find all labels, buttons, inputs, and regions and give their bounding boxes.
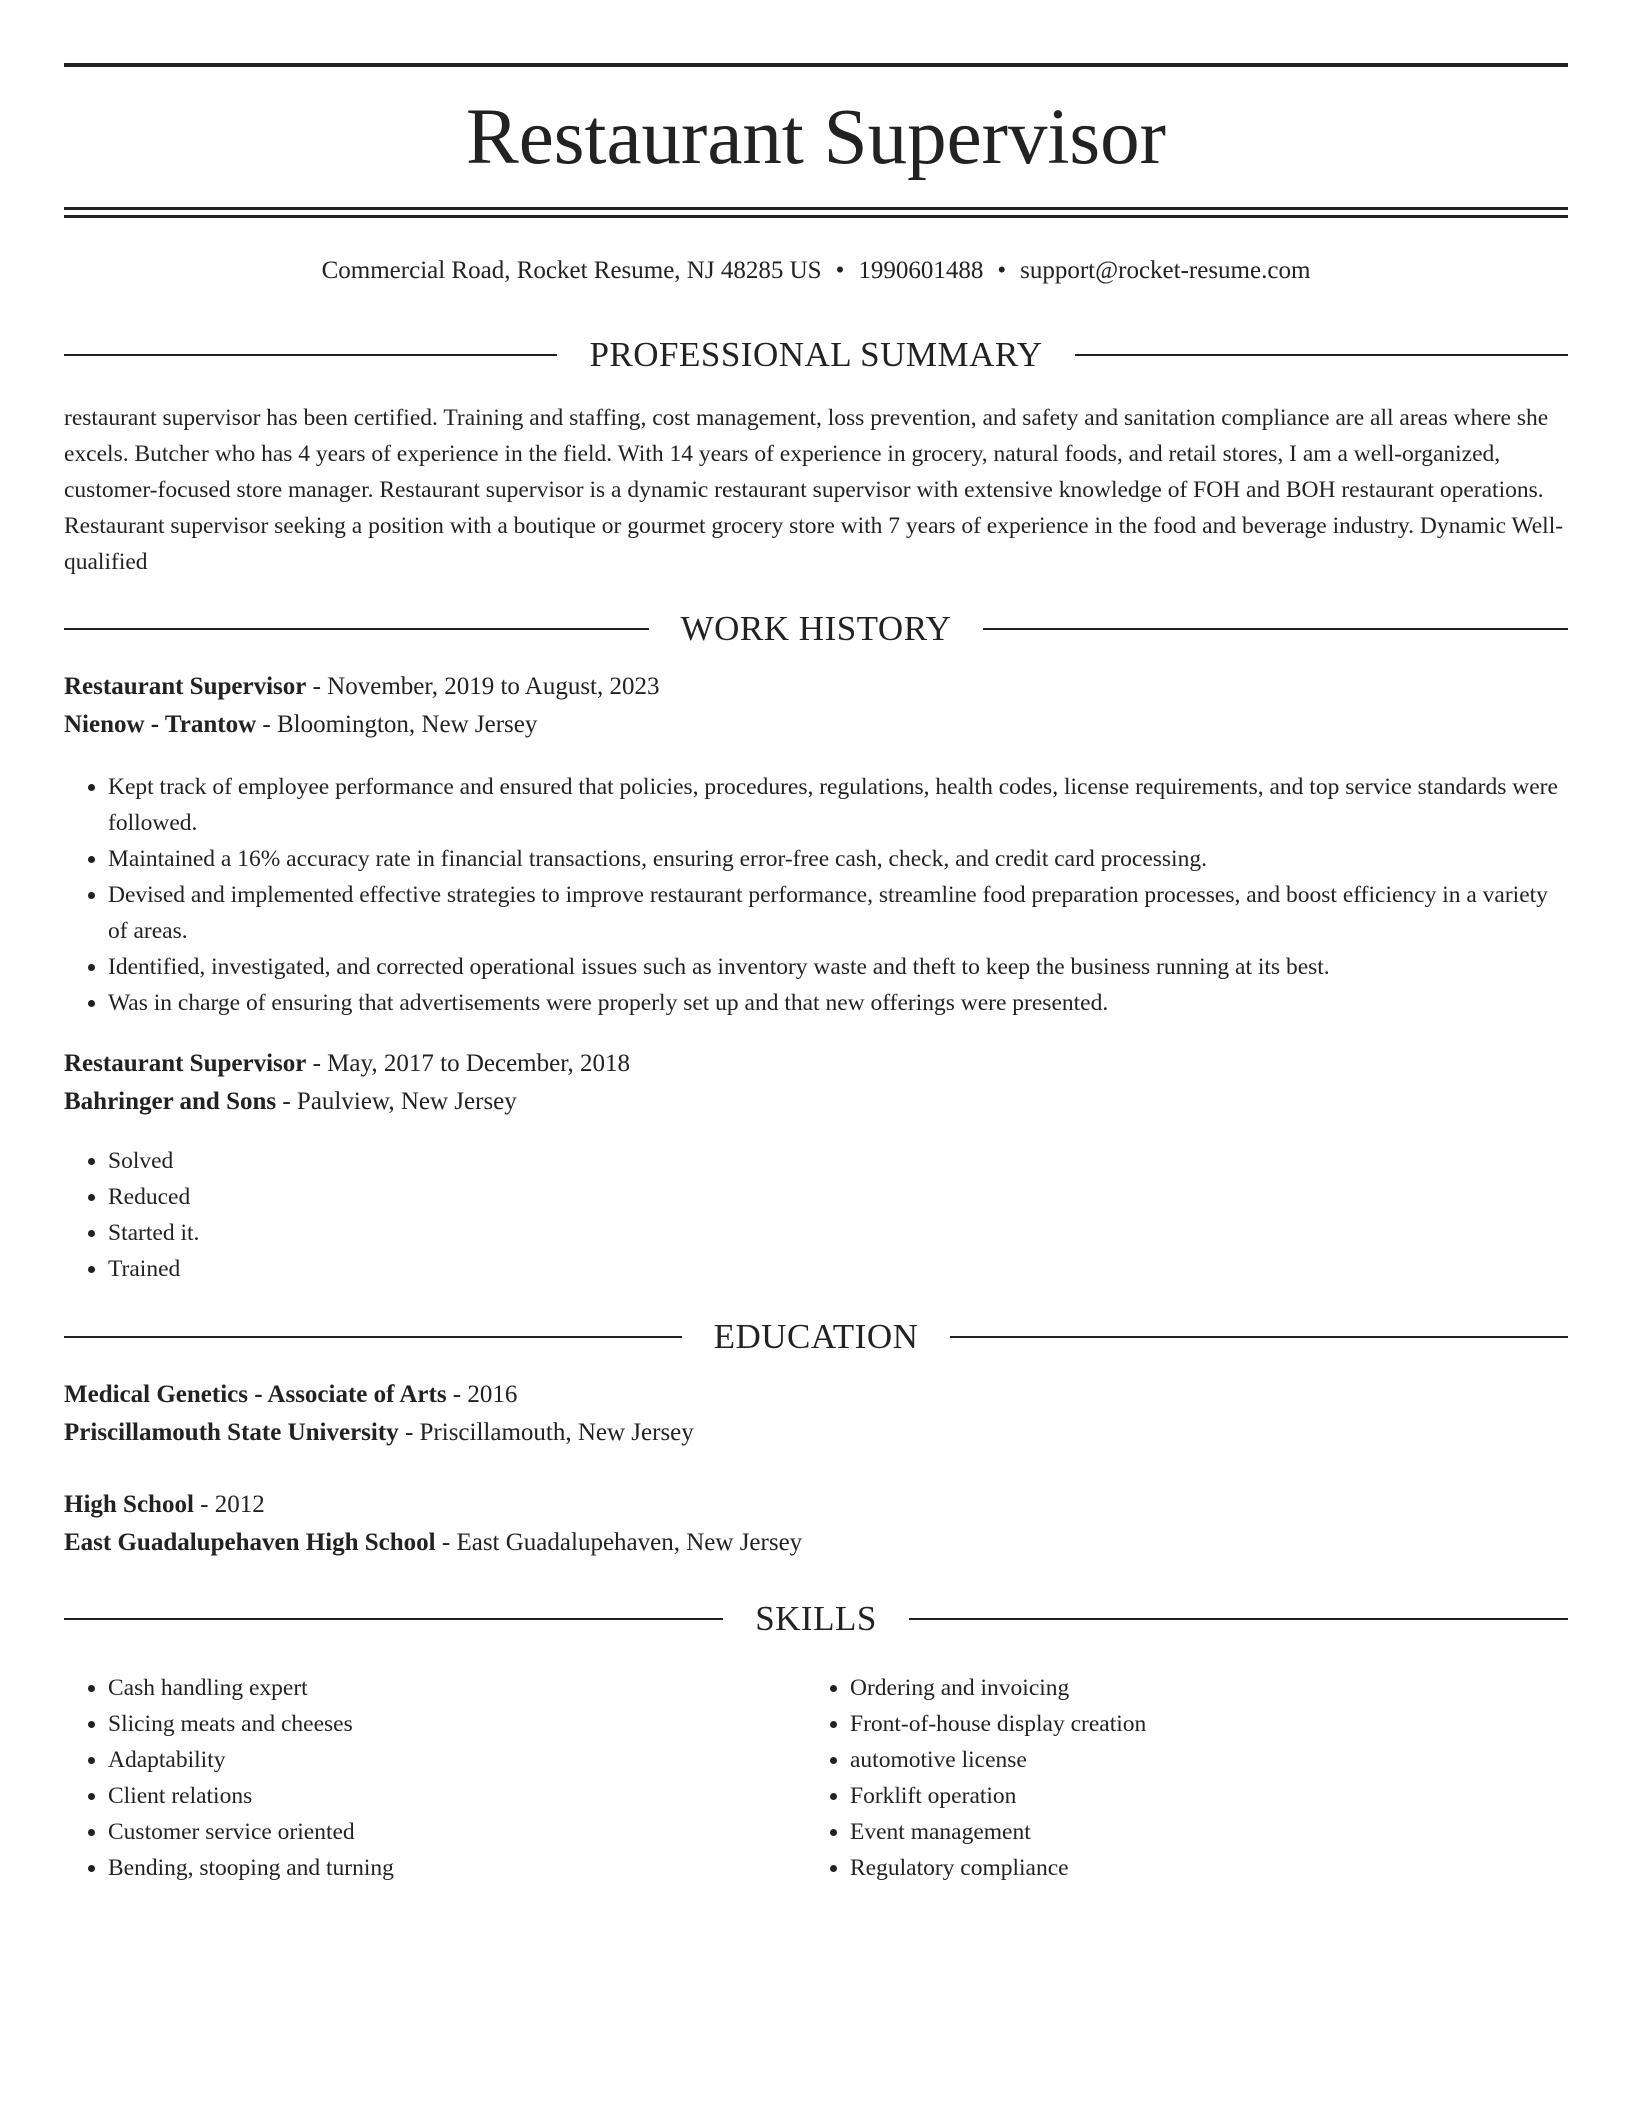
heading-rule	[64, 354, 557, 356]
job-bullets	[64, 1143, 1568, 1287]
contact-email: support@rocket-resume.com	[1020, 257, 1311, 284]
graduation-year: - 2012	[193, 1491, 265, 1518]
job-employer: Nienow - Trantow	[64, 711, 257, 738]
school-name: Priscillamouth State University	[64, 1419, 399, 1446]
section-label: WORK HISTORY	[680, 609, 952, 648]
contact-address: Commercial Road, Rocket Resume, NJ 48285 US	[321, 257, 822, 284]
title-rule-upper	[64, 207, 1568, 210]
skill-item: • Forklift operation	[850, 1778, 1550, 1814]
list-item: • Kept track of employee performance and ensured that policies, procedures, regulations, health codes, license requirements, and top service standards were followed.	[108, 769, 1568, 841]
contact-phone: 1990601488	[858, 257, 984, 284]
job-location: - Bloomington, New Jersey	[256, 711, 538, 738]
job-dates: - November, 2019 to August, 2023	[306, 673, 660, 700]
section-heading-education	[64, 1315, 1568, 1359]
list-item: • Solved	[108, 1143, 1568, 1179]
list-item: • Started it.	[108, 1215, 1568, 1251]
education-entry	[64, 1376, 1568, 1452]
resume-title: Restaurant Supervisor	[466, 94, 1166, 181]
job-role: Restaurant Supervisor	[64, 673, 307, 700]
skill-item: • Front-of-house display creation	[850, 1706, 1550, 1742]
section-label: PROFESSIONAL SUMMARY	[589, 335, 1043, 374]
school-line	[64, 1524, 1568, 1562]
skill-item: • Ordering and invoicing	[850, 1670, 1550, 1706]
skill-item: • Customer service oriented	[108, 1814, 798, 1850]
section-heading-skills	[64, 1597, 1568, 1641]
skill-item: • Bending, stooping and turning	[108, 1850, 798, 1886]
heading-rule	[950, 1336, 1568, 1338]
job-dates: - May, 2017 to December, 2018	[306, 1050, 631, 1077]
education-entry	[64, 1486, 1568, 1562]
degree: Medical Genetics - Associate of Arts	[64, 1381, 447, 1408]
job-bullets	[64, 769, 1568, 1021]
section-label: EDUCATION	[713, 1317, 919, 1356]
section-label: SKILLS	[755, 1599, 877, 1638]
heading-rule	[64, 1618, 723, 1620]
job-employer-line	[64, 706, 1568, 744]
skill-item: • Cash handling expert	[108, 1670, 798, 1706]
skill-item: • Slicing meats and cheeses	[108, 1706, 798, 1742]
heading-rule	[909, 1618, 1568, 1620]
job-role: Restaurant Supervisor	[64, 1050, 307, 1077]
contact-separator: •	[835, 257, 845, 284]
list-item: • Maintained a 16% accuracy rate in financial transactions, ensuring error-free cash, check, and credit card processing.	[108, 841, 1568, 877]
skills-list-left	[64, 1670, 798, 1886]
job-title-line	[64, 1045, 1568, 1083]
list-item: • Trained	[108, 1251, 1568, 1287]
school-location: - Priscillamouth, New Jersey	[398, 1419, 694, 1446]
list-item: • Devised and implemented effective strategies to improve restaurant performance, streamline food preparation processes, and boost efficiency in a variety of areas.	[108, 877, 1568, 949]
school-name: East Guadalupehaven High School	[64, 1529, 436, 1556]
school-location: - East Guadalupehaven, New Jersey	[435, 1529, 803, 1556]
section-heading-summary	[64, 333, 1568, 377]
list-item: • Identified, investigated, and corrected operational issues such as inventory waste and theft to keep the business running at its best.	[108, 949, 1568, 985]
skills-list-right	[806, 1670, 1550, 1886]
title-rule-lower	[64, 215, 1568, 218]
heading-rule	[1075, 354, 1568, 356]
graduation-year: - 2016	[446, 1381, 518, 1408]
top-rule	[64, 63, 1568, 67]
job-title-line	[64, 668, 1568, 706]
heading-rule	[64, 628, 649, 630]
list-item: • Was in charge of ensuring that advertisements were properly set up and that new offerings were presented.	[108, 985, 1568, 1021]
degree-line	[64, 1376, 1568, 1414]
summary-text: restaurant supervisor has been certified. Training and staffing, cost management, loss prevention, and safety and sanitation compliance are all areas where she excels. Butcher who has 4 years of experience in the field. With 14 years of experience in grocery, natural foods, and retail stores, I am a well-organized, customer-focused store manager. Restaurant supervisor is a dynamic restaurant supervisor with extensive knowledge of FOH and BOH restaurant operations. Restaurant supervisor seeking a position with a boutique or gourmet grocery store with 7 years of experience in the food and beverage industry. Dynamic Well-qualified	[64, 405, 1564, 575]
heading-rule	[64, 1336, 682, 1338]
skill-item: • automotive license	[850, 1742, 1550, 1778]
list-item: • Reduced	[108, 1179, 1568, 1215]
job-employer: Bahringer and Sons	[64, 1088, 277, 1115]
contact-separator: •	[997, 257, 1007, 284]
job-header	[64, 668, 1568, 744]
skill-item: • Adaptability	[108, 1742, 798, 1778]
job-header	[64, 1045, 1568, 1121]
skill-item: • Regulatory compliance	[850, 1850, 1550, 1886]
skill-item: • Client relations	[108, 1778, 798, 1814]
school-line	[64, 1414, 1568, 1452]
section-heading-work	[64, 607, 1568, 651]
skill-item: • Event management	[850, 1814, 1550, 1850]
contact-line	[64, 255, 1568, 287]
job-location: - Paulview, New Jersey	[276, 1088, 517, 1115]
job-employer-line	[64, 1083, 1568, 1121]
degree: High School	[64, 1491, 194, 1518]
degree-line	[64, 1486, 1568, 1524]
heading-rule	[983, 628, 1568, 630]
